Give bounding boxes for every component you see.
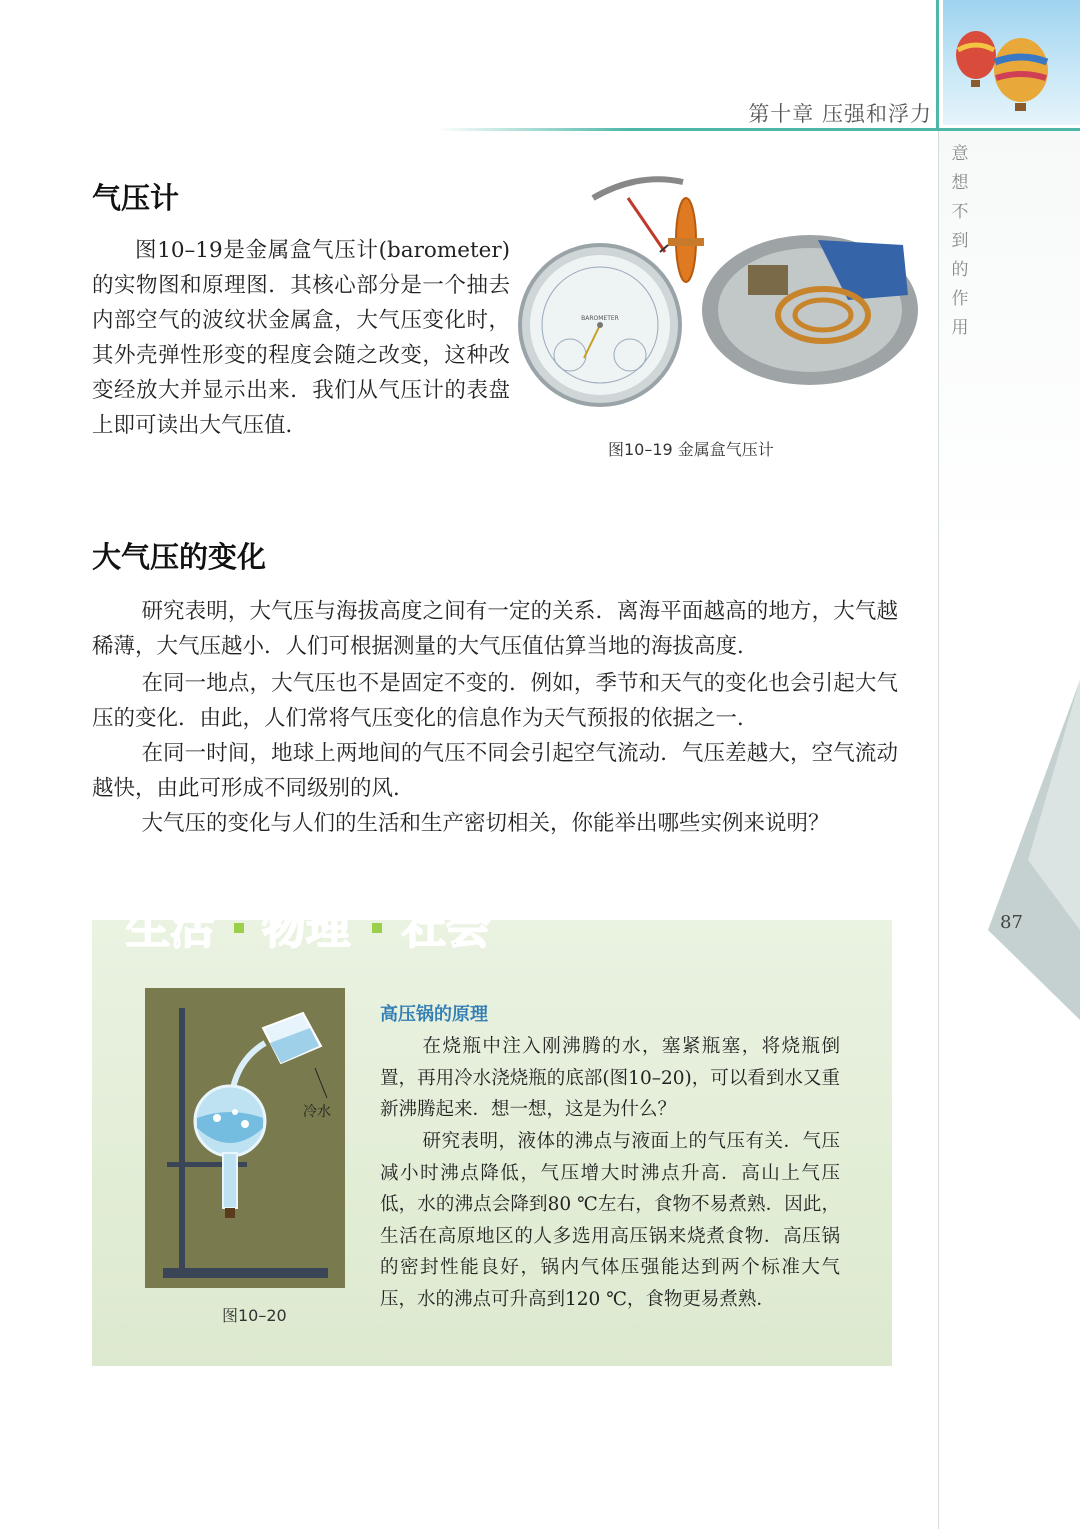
box-paragraph: 研究表明，液体的沸点与液面上的气压有关．气压减小时沸点降低，气压增大时沸点升高．高山上气压低，水的沸点会降到80 ℃左右，食物不易煮熟．因此，生活在高原地区的人多选用高压锅来烧煮食物．高压锅的密封性能良好，锅内气体压强能达到两个标准大气压，水的沸点可升高到120 ℃，食物更易煮熟．: [380, 1131, 840, 1310]
barometer-paragraph: 图10–19是金属盒气压计(barometer)的实物图和原理图．其核心部分是一个抽去内部空气的波纹状金属盒，大气压变化时，其外壳弹性形变的程度会随之改变，这种改变经放大并显示出来．我们从气压计的表盘上即可读出大气压值．: [92, 238, 510, 438]
side-note-char: 到: [951, 231, 969, 251]
side-note-char: 用: [951, 318, 969, 338]
banner-word: 社会: [402, 903, 490, 954]
beaker-icon: [263, 1013, 321, 1063]
hot-air-balloon-image: [943, 0, 1080, 125]
dial-label: BAROMETER: [581, 315, 619, 322]
pressure-paragraph: 在同一时间，地球上两地间的气压不同会引起空气流动．气压差越大，空气流动越快，由此可形成不同级别的风．: [92, 741, 898, 801]
chapter-title: 第十章 压强和浮力: [748, 102, 932, 126]
box-title: 高压锅的原理: [380, 1004, 488, 1025]
pressure-paragraph: 大气压的变化与人们的生活和生产密切相关，你能举出哪些实例来说明？: [141, 811, 830, 836]
barometer-dial-photo: [520, 245, 680, 405]
side-note-char: 意: [951, 144, 969, 164]
pressure-paragraph: 在同一地点，大气压也不是固定不变的．例如，季节和天气的变化也会引起大气压的变化．由此，人们常将气压变化的信息作为天气预报的依据之一．: [92, 671, 898, 731]
banner-word: 物理: [262, 903, 350, 954]
page-number: 87: [1000, 912, 1023, 933]
barometer-figure: [518, 170, 928, 440]
cold-water-label: 冷水: [303, 1104, 331, 1120]
flask-experiment-figure: [145, 988, 345, 1288]
figure-caption-10-20: 图10–20: [222, 1306, 287, 1325]
side-margin-divider: [938, 131, 939, 1529]
page-corner-decoration: [988, 680, 1080, 1020]
section-title-barometer: 气压计: [92, 181, 180, 215]
pressure-paragraph: 研究表明，大气压与海拔高度之间有一定的关系．离海平面越高的地方，大气越稀薄，大气压越小．人们可根据测量的大气压值估算当地的海拔高度．: [92, 599, 898, 659]
box-paragraph: 在烧瓶中注入刚沸腾的水，塞紧瓶塞，将烧瓶倒置，再用冷水浇烧瓶的底部(图10–20)，可以看到水又重新沸腾起来．想一想，这是为什么？: [380, 1036, 840, 1120]
life-physics-society-banner: [122, 895, 522, 955]
barometer-mechanism-photo: [702, 235, 918, 385]
section-title-pressure-change: 大气压的变化: [92, 540, 267, 574]
figure-caption-10-19: 图10–19 金属盒气压计: [608, 440, 774, 459]
balloon-red: [956, 31, 996, 87]
side-note-char: 作: [951, 289, 969, 309]
side-note-vertical: [948, 140, 972, 343]
side-note-char: 的: [951, 260, 969, 280]
banner-word: 生活: [126, 903, 214, 954]
side-note-char: 不: [951, 202, 969, 222]
flask-icon: [195, 1086, 265, 1218]
margin-rule-vertical: [936, 0, 939, 130]
balloon-striped: [994, 38, 1048, 111]
side-note-char: 想: [951, 173, 969, 193]
